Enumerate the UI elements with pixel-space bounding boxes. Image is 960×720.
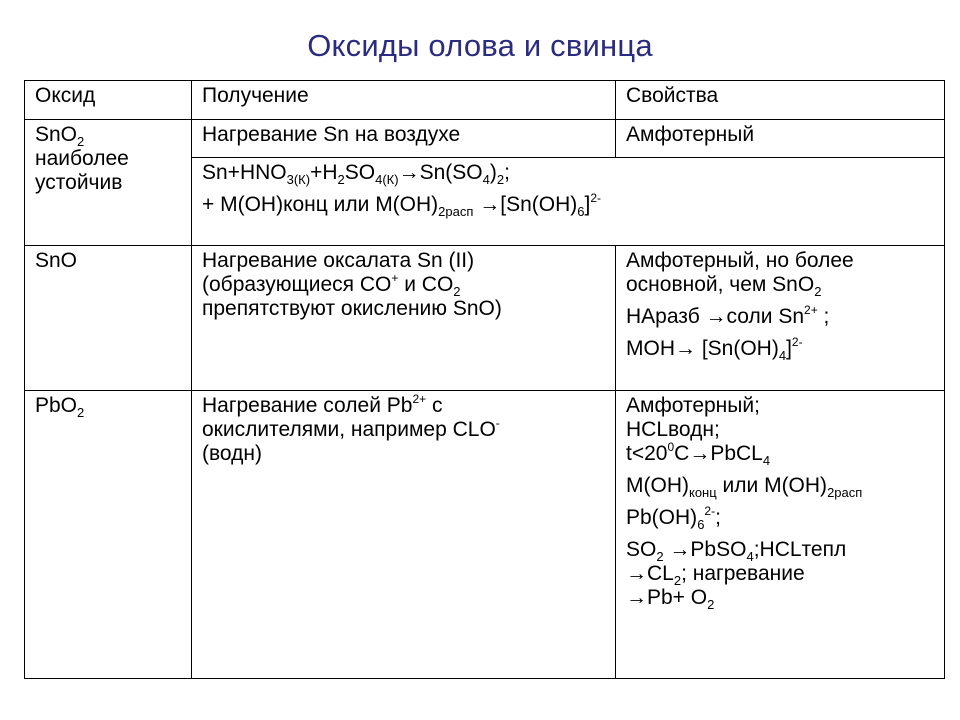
text-line: препятствуют окислению SnO) bbox=[202, 297, 502, 320]
text-line: основной, чем SnO$_2$ bbox=[626, 273, 822, 299]
cell-prep-sno bbox=[192, 246, 616, 391]
text-line: HAразб →соли $Sn^{2+}$ ; bbox=[626, 303, 830, 328]
text-line: Амфотерный; bbox=[626, 394, 760, 417]
text-line: $\to Pb+ O_2$ bbox=[626, 586, 715, 612]
table-row-pbo2 bbox=[25, 391, 945, 679]
cell-oxide-sno2 bbox=[25, 120, 192, 246]
text-line: $MOH\to [Sn(OH)_4]^{2-}$ bbox=[626, 335, 803, 363]
table-header-row bbox=[25, 81, 945, 120]
header-properties: Свойства bbox=[616, 81, 945, 120]
text-line: Нагревание оксалата Sn (II) bbox=[202, 249, 475, 272]
oxide-formula: PbO$_2$ bbox=[35, 394, 85, 420]
text-line: (водн) bbox=[202, 442, 262, 465]
table-row-sno bbox=[25, 246, 945, 391]
cell-prep-sno2: Нагревание Sn на воздухе bbox=[192, 120, 616, 158]
cell-oxide-sno: SnO bbox=[25, 246, 192, 391]
text-line: (образующиеся CO+ и $CO_2$ bbox=[202, 271, 461, 299]
equation-line: + M(OH)конц или $M(OH)_{2расп} \to[Sn(OH)_6]^{2-}$ bbox=[202, 191, 601, 219]
text-line: Амфотерный, но более bbox=[626, 249, 854, 272]
text-line: $M(OH)_{конц}$ или $M(OH)_{2расп}$ bbox=[626, 474, 863, 500]
text-line: HCLводн; bbox=[626, 418, 720, 441]
cell-prep-pbo2 bbox=[192, 391, 616, 679]
oxide-formula: SnO$_2$ bbox=[35, 123, 85, 149]
cell-props-sno bbox=[616, 246, 945, 391]
cell-reactions-sno2 bbox=[192, 158, 945, 246]
oxide-note: наиболее bbox=[35, 147, 129, 170]
cell-props-sno2: Амфотерный bbox=[616, 120, 945, 158]
text-line: Нагревание солей $Pb^{2+}$ с bbox=[202, 392, 443, 417]
text-line: $t<20^0C\to PbCL_4$ bbox=[626, 440, 771, 468]
table-row-sno2 bbox=[25, 120, 945, 158]
oxides-table bbox=[24, 80, 945, 679]
cell-oxide-pbo2 bbox=[25, 391, 192, 679]
text-line: окислителями, например CLO- bbox=[202, 416, 500, 441]
text-line: $SO_2$ →PbSO$_4$;HCLтепл bbox=[626, 538, 847, 564]
text-line: $Pb(OH)_6^{2-}$; bbox=[626, 504, 721, 532]
text-line: $\to CL_2$; нагревание bbox=[626, 562, 805, 588]
page-title: Оксиды олова и свинца bbox=[307, 28, 653, 63]
header-oxide: Оксид bbox=[25, 81, 192, 120]
oxide-note: устойчив bbox=[35, 171, 123, 194]
header-preparation: Получение bbox=[192, 81, 616, 120]
equation-line: $Sn+HNO_{3(К)}+H_2SO_{4(К)}\to Sn(SO_4)_2$; bbox=[202, 161, 510, 187]
cell-props-pbo2 bbox=[616, 391, 945, 679]
